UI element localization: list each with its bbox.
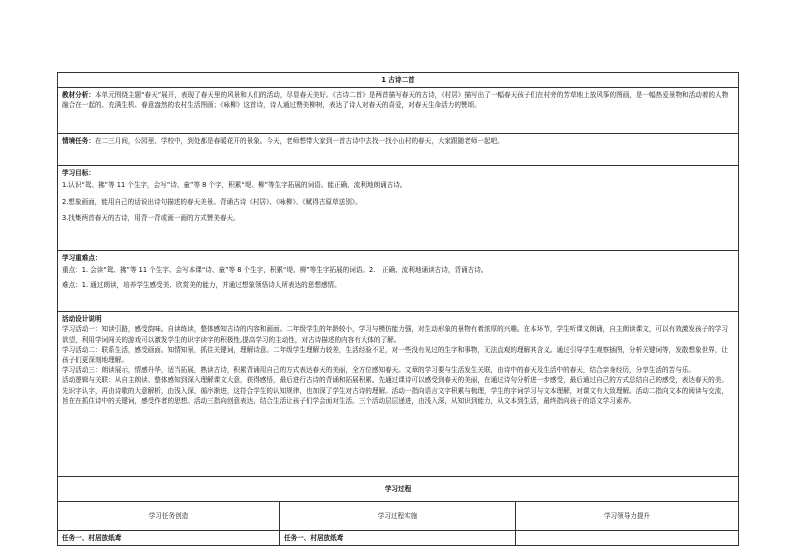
lesson-title: 1 古诗二首 [58,73,739,88]
jiaocai-row [58,88,739,134]
huodong-para: 学习活动一：知读引路，感受韵味。自读练读，整体感知古诗的内容和画面。二年级学生的年龄较小，学习与模仿能力强，对生动形象的景物有着浓厚的兴趣。在本环节，学生听课文朗诵，自主朗读课文，可以有效激发孩子的学习欲望，利用学词闯关的游戏可以激发学生的识字读字的积极性,提高学习的主动性，对古诗描述的内容有大体的了解。 [62,325,728,344]
mubiao-row [58,166,739,251]
qingjing-cell [58,134,739,166]
task-row [58,531,739,546]
column-header: 学习领导力提升 [516,502,739,531]
column-header: 学习过程实施 [280,502,516,531]
huodong-para: 学习活动二：联系生活，感受画面。知情知景，抓住关键词，理解诗意。二年级学生理解力较差，生活经验不足，对一些没有见过的生字和事物，无法直观的理解其含义。通过引导学生观察插图，分析关键词等，发散想象世界，让孩子们更深刻地理解。 [62,345,728,365]
huodong-label: 活动设计说明 [62,315,102,324]
mubiao-item: 2.想象画面，能用自己的话说出诗句描述的春天美景。背诵古诗《村居》、《咏柳》、《赋得古原草送别》。 [62,197,362,206]
qingjing-row [58,134,739,166]
qingjing-text: 在二三月间，公园里、学校中，到处都是春暖花开的景象。今天，老师想带大家到一首古诗中去找一找小山村的春天，大家跟随老师一起吧。 [94,137,504,146]
lesson-plan-table [57,72,739,546]
nandian-text: 难点：1. 通过朗读，培养学生感受美、欣赏美的能力，并通过想象领悟诗人所表达的思想感情。 [62,280,341,289]
mubiao-item: 1.认识“鸳、拂”等 11 个生字，会写“诗、童”等 8 个字，积累“堤、柳”等生字拓展的词语。能正确、流利地朗诵古诗。 [62,181,407,190]
zhongnan-label: 学习重难点： [62,254,102,263]
column-header: 学习任务创造 [58,502,280,531]
zhongnan-row [58,251,739,312]
mubiao-cell [58,166,739,251]
title-row [58,73,739,88]
guocheng-label: 学习过程 [58,477,739,502]
task-cell: 任务一、村居放纸鸢 [280,531,516,546]
huodong-cell [58,312,739,477]
task-cell [516,531,739,546]
huodong-para: 活动逻辑与关联：从自主朗读、整体感知到深入理解课文大意，获得感悟，最后进行古诗的背诵和拓展积累。先通过课诗可以感受到春天的美丽，在通过诗句分析进一步感受，最后通过自己的方式总结自己的感受，表达春天的美。先识字认字，再由诗歌的大意解析，由浅入深，循序渐进，这符合学生的认知规律，也加深了学生对古诗的理解。活动一指向语言文字积累与梳理，学生的字词学习与文本理解，对课文有大致理解。活动二指向文本的阅读与交流，旨在在抓住诗中的关键词，感受作者的思想。活动三指向创意表达，结合生活让孩子们学会面对生活。三个活动层层递进，由浅入深，从知识到能力，从文本到生活，最终指向孩子的语文学习素养。 [62,376,728,405]
guocheng-row [58,477,739,502]
mubiao-item: 3.找集两首春天的古诗，用背一背或画一画的方式赞美春天。 [62,213,240,222]
huodong-para: 学习活动三：朗读展示，情感升华，适当拓展，熟读古诗，积累背诵用自己的方式表达春天的美丽，全方位感知春天。文章的学习要与生活发生关联，由诗中的春天及生活中的春天，结合亲身经历，分享生活的苦与乐。 [62,366,695,375]
zhongdian-text: 重点：1. 会读“鸳、拂”等 11 个生字、会写本课“诗、童”等 8 个生字，积累“堤、柳”等生字拓展的词语。2. 正确、流利地诵读古诗，背诵古诗。 [62,266,488,275]
huodong-row [58,312,739,477]
jiaocai-cell [58,88,739,134]
mubiao-label: 学习目标： [62,169,95,178]
jiaocai-label: 教材分析： [62,91,95,100]
task-cell: 任务一、村居放纸鸢 [58,531,280,546]
jiaocai-text: 本单元围绕主题“春天”展开，表现了春天里的风景和人们的活动，尽显春天美好。《古诗二首》是两首描写春天的古诗，《村居》描写出了一幅春天孩子们在村旁的芳草地上放风筝的图画，是一幅热爱景物和活动着的人物融合在一起的、充满生机、春意盎然的农村生活图画；《咏柳》这首诗，诗人通过赞美柳树，表达了诗人对春天的喜爱，对春天生命活力的赞颂。 [62,91,729,110]
zhongnan-cell [58,251,739,312]
column-header-row [58,502,739,531]
qingjing-label: 情境任务： [62,137,95,146]
